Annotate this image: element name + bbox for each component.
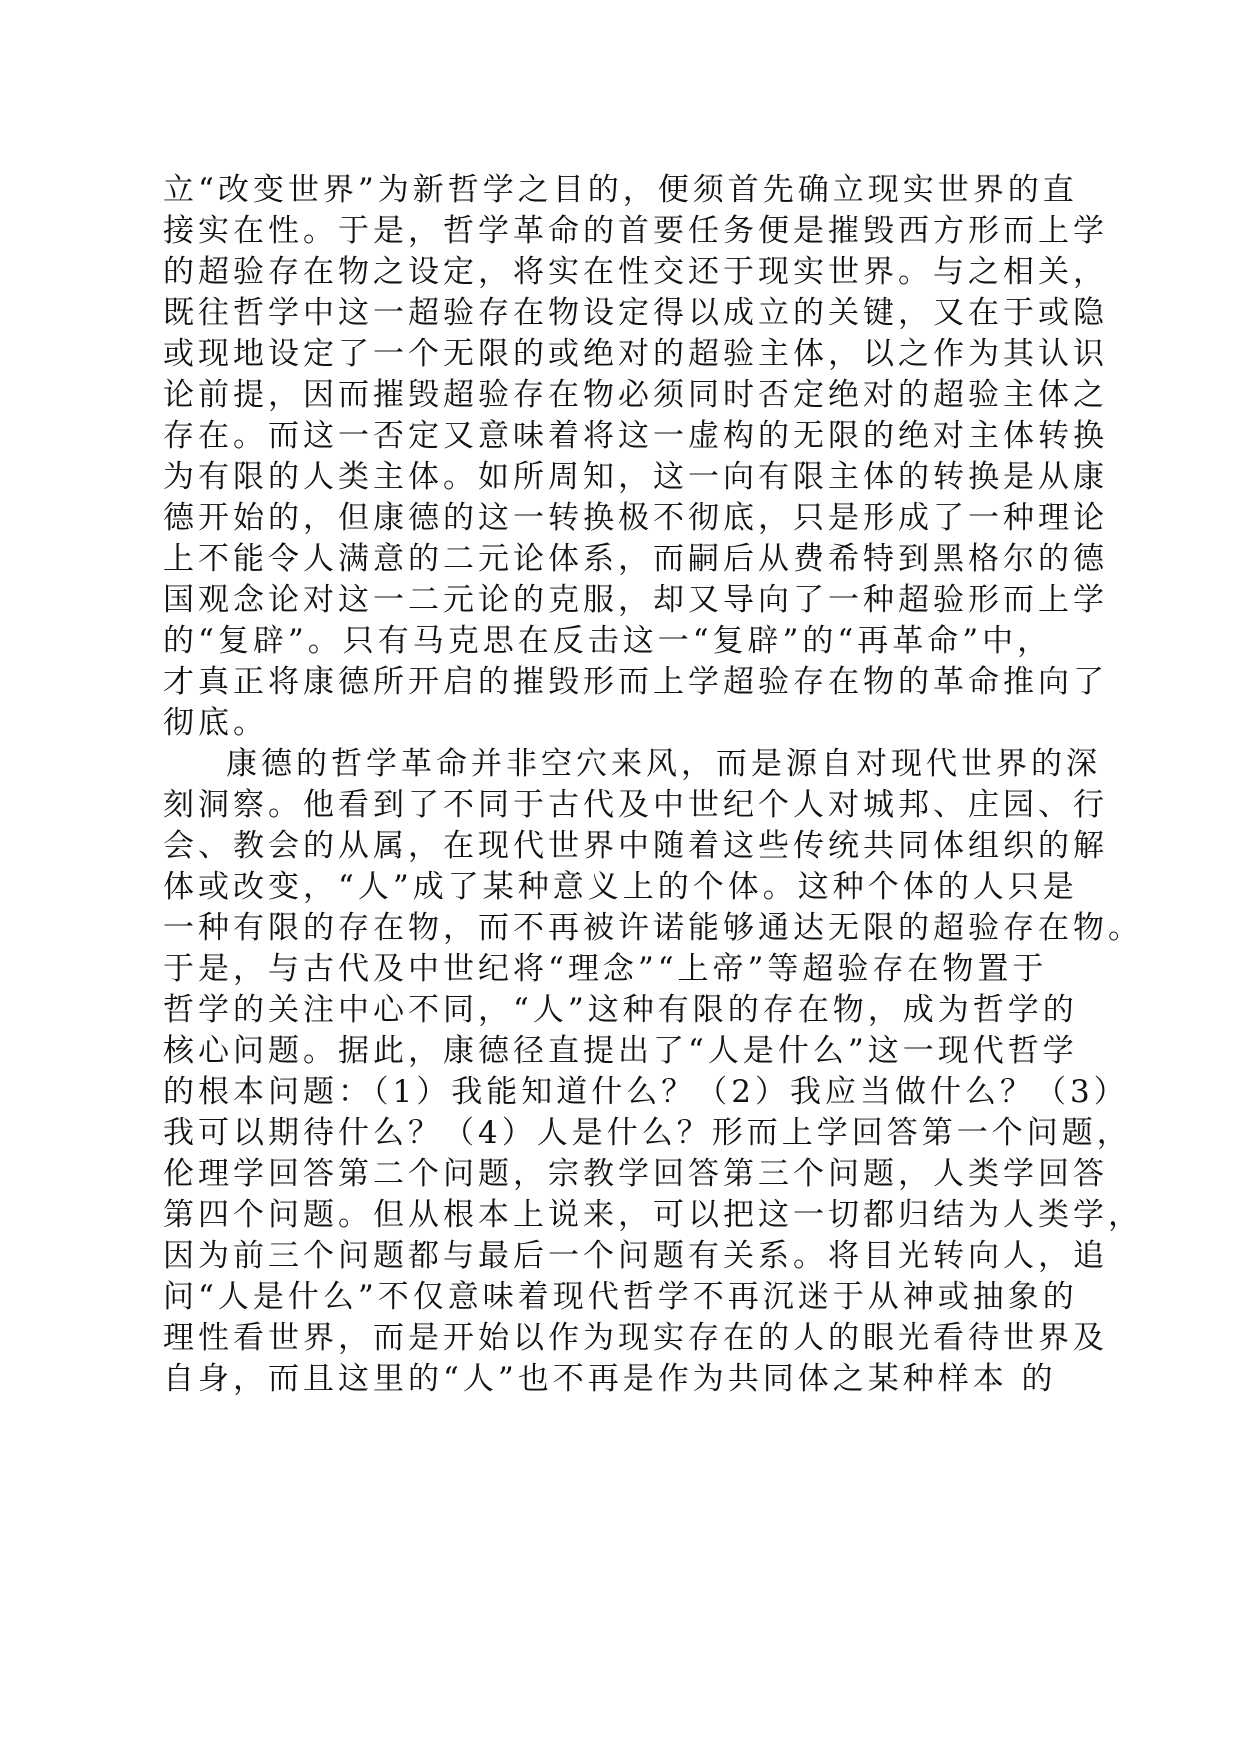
text-line: 为有限的人类主体。如所周知，这一向有限主体的转换是从康 [163,459,1108,495]
text-line: 存在。而这一否定又意味着将这一虚构的无限的绝对主体转换 [163,418,1108,454]
text-line: 问“人是什么”不仅意味着现代哲学不再沉迷于从神或抽象的 [163,1279,1078,1315]
text-line: 第四个问题。但从根本上说来，可以把这一切都归结为人类学， [163,1197,1143,1233]
text-line: 上不能令人满意的二元论体系，而嗣后从费希特到黑格尔的德 [163,541,1108,577]
text-line: 的超验存在物之设定，将实在性交还于现实世界。与之相关， [163,254,1108,290]
text-line: 国观念论对这一二元论的克服，却又导向了一种超验形而上学 [163,582,1108,618]
text-line: 的根本问题：（1）我能知道什么？（2）我应当做什么？（3） [163,1074,1129,1110]
text-line: 一种有限的存在物，而不再被许诺能够通达无限的超验存在物。 [163,910,1143,946]
text-line: 因为前三个问题都与最后一个问题有关系。将目光转向人，追 [163,1238,1108,1274]
text-line: 会、教会的从属，在现代世界中随着这些传统共同体组织的解 [163,828,1108,864]
text-line: 既往哲学中这一超验存在物设定得以成立的关键，又在于或隐 [163,295,1108,331]
text-line: 哲学的关注中心不同，“人”这种有限的存在物，成为哲学的 [163,992,1078,1028]
text-line: 我可以期待什么？（4）人是什么？形而上学回答第一个问题， [163,1115,1132,1151]
text-line: 康德的哲学革命并非空穴来风，而是源自对现代世界的深 [226,746,1101,782]
text-line: 于是，与古代及中世纪将“理念”“上帝”等超验存在物置于 [163,951,1048,987]
text-line: 接实在性。于是，哲学革命的首要任务便是摧毁西方形而上学 [163,213,1108,249]
paragraph-1 [163,170,1108,744]
text-line: 伦理学回答第二个问题，宗教学回答第三个问题，人类学回答 [163,1156,1108,1192]
text-line: 自身，而且这里的“人”也不再是作为共同体之某种样本 的 [163,1361,1057,1397]
paragraph-2 [163,744,1143,1400]
text-line: 理性看世界，而是开始以作为现实存在的人的眼光看待世界及 [163,1320,1108,1356]
text-line: 核心问题。据此，康德径直提出了“人是什么”这一现代哲学 [163,1033,1078,1069]
text-line: 才真正将康德所开启的摧毁形而上学超验存在物的革命推向了 [163,664,1108,700]
text-line: 或现地设定了一个无限的或绝对的超验主体，以之作为其认识 [163,336,1108,372]
text-line: 德开始的，但康德的这一转换极不彻底，只是形成了一种理论 [163,500,1108,536]
text-line: 刻洞察。他看到了不同于古代及中世纪个人对城邦、庄园、行 [163,787,1108,823]
text-line: 体或改变，“人”成了某种意义上的个体。这种个体的人只是 [163,869,1078,905]
text-line: 的“复辟”。只有马克思在反击这一“复辟”的“再革命”中， [163,623,1053,659]
text-line: 立“改变世界”为新哲学之目的，便须首先确立现实世界的直 [163,172,1078,208]
text-line: 论前提，因而摧毁超验存在物必须同时否定绝对的超验主体之 [163,377,1108,413]
text-line: 彻底。 [163,705,268,741]
body-text [163,170,1143,1400]
